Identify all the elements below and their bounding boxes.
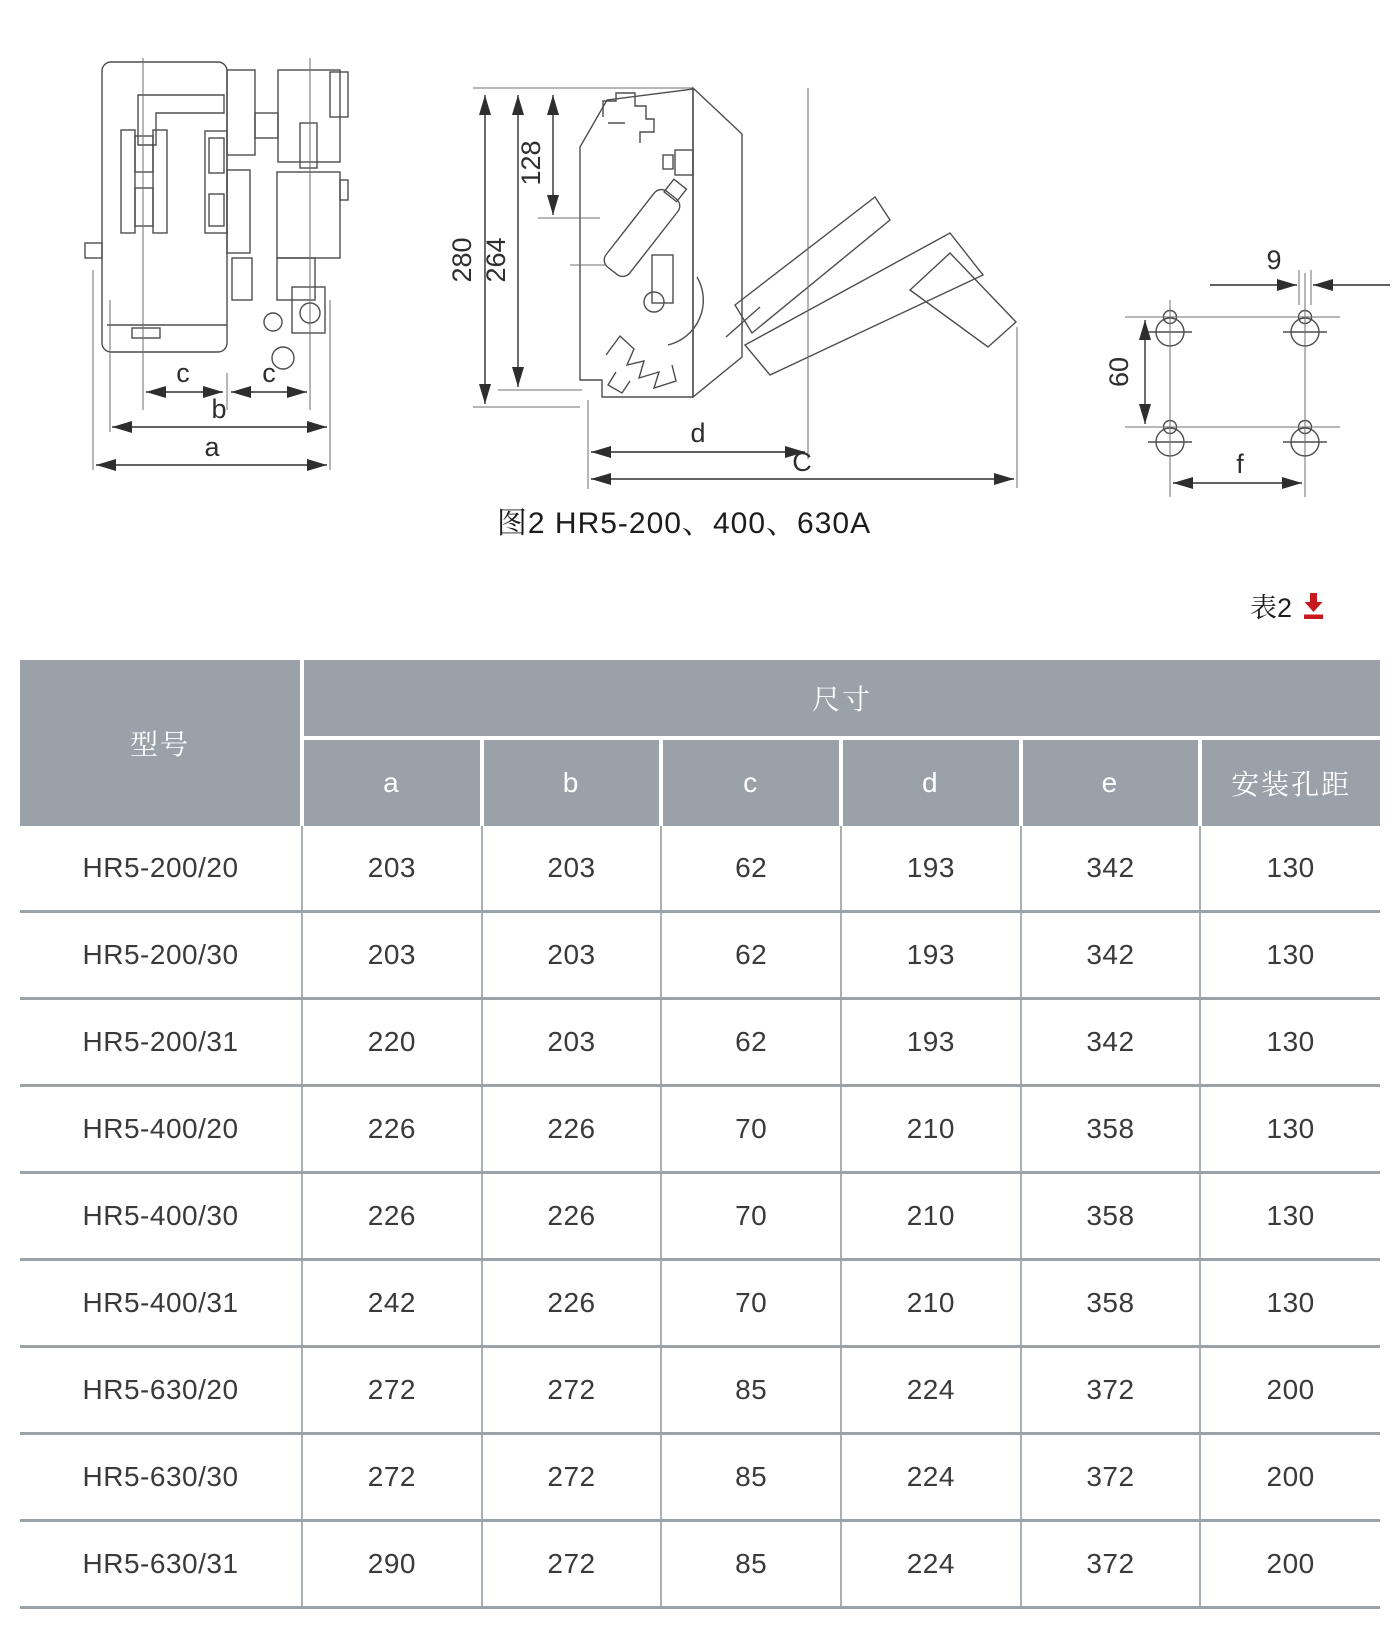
value-cell: 193 [841, 912, 1021, 999]
dim-label-280: 280 [447, 237, 477, 283]
value-cell: 226 [302, 1086, 482, 1173]
value-cell: 200 [1200, 1434, 1380, 1521]
value-cell: 62 [661, 912, 841, 999]
table-row [20, 999, 1380, 1086]
value-cell: 130 [1200, 1173, 1380, 1260]
value-cell: 210 [841, 1086, 1021, 1173]
value-cell: 224 [841, 1434, 1021, 1521]
value-cell: 210 [841, 1260, 1021, 1347]
dim-label-d: d [690, 418, 706, 448]
figure-caption: 图2 HR5-200、400、630A [496, 507, 872, 540]
col-header-e: e [1021, 738, 1201, 826]
col-header-c: c [661, 738, 841, 826]
dim-label-9: 9 [1266, 245, 1282, 275]
value-cell: 290 [302, 1521, 482, 1608]
value-cell: 62 [661, 999, 841, 1086]
col-header-b: b [482, 738, 662, 826]
value-cell: 70 [661, 1260, 841, 1347]
value-cell: 226 [482, 1260, 662, 1347]
value-cell: 193 [841, 999, 1021, 1086]
value-cell: 226 [302, 1173, 482, 1260]
model-cell: HR5-400/30 [20, 1173, 302, 1260]
model-cell: HR5-630/31 [20, 1521, 302, 1608]
value-cell: 272 [482, 1434, 662, 1521]
value-cell: 272 [302, 1434, 482, 1521]
value-cell: 203 [302, 912, 482, 999]
col-header-dimensions-group: 尺寸 [302, 660, 1380, 738]
value-cell: 342 [1021, 999, 1201, 1086]
value-cell: 342 [1021, 912, 1201, 999]
value-cell: 85 [661, 1521, 841, 1608]
value-cell: 203 [302, 826, 482, 912]
value-cell: 242 [302, 1260, 482, 1347]
value-cell: 224 [841, 1521, 1021, 1608]
value-cell: 200 [1200, 1347, 1380, 1434]
value-cell: 372 [1021, 1347, 1201, 1434]
model-cell: HR5-630/20 [20, 1347, 302, 1434]
table-row [20, 1173, 1380, 1260]
table-row [20, 1434, 1380, 1521]
value-cell: 358 [1021, 1086, 1201, 1173]
value-cell: 62 [661, 826, 841, 912]
mounting-holes-drawing [1050, 225, 1398, 510]
value-cell: 70 [661, 1173, 841, 1260]
value-cell: 70 [661, 1086, 841, 1173]
table-row [20, 1347, 1380, 1434]
dim-label-60: 60 [1104, 356, 1134, 388]
value-cell: 358 [1021, 1173, 1201, 1260]
table-row [20, 826, 1380, 912]
value-cell: 193 [841, 826, 1021, 912]
model-cell: HR5-630/30 [20, 1434, 302, 1521]
value-cell: 342 [1021, 826, 1201, 912]
dim-label-c1: c [176, 358, 190, 388]
dim-label-264: 264 [481, 237, 511, 283]
value-cell: 224 [841, 1347, 1021, 1434]
download-icon[interactable] [1302, 592, 1325, 619]
dim-label-b: b [211, 394, 227, 424]
table-label-row [20, 586, 1380, 625]
dim-label-c2: c [262, 358, 276, 388]
value-cell: 85 [661, 1347, 841, 1434]
table-row [20, 912, 1380, 999]
table-row [20, 1260, 1380, 1347]
table-label: 表2 [1249, 593, 1292, 623]
col-header-mounting-pitch: 安装孔距 [1200, 738, 1380, 826]
col-header-d: d [841, 738, 1021, 826]
value-cell: 220 [302, 999, 482, 1086]
model-cell: HR5-400/20 [20, 1086, 302, 1173]
value-cell: 372 [1021, 1434, 1201, 1521]
value-cell: 130 [1200, 999, 1380, 1086]
dim-label-f: f [1236, 449, 1244, 479]
dimensions-table [20, 660, 1380, 1609]
value-cell: 358 [1021, 1260, 1201, 1347]
col-header-model: 型号 [20, 660, 302, 826]
model-cell: HR5-200/30 [20, 912, 302, 999]
value-cell: 130 [1200, 912, 1380, 999]
dim-label-a: a [204, 432, 220, 462]
model-cell: HR5-400/31 [20, 1260, 302, 1347]
side-view-drawing [430, 55, 1030, 500]
header-row-group [20, 660, 1380, 738]
value-cell: 226 [482, 1173, 662, 1260]
value-cell: 130 [1200, 826, 1380, 912]
value-cell: 203 [482, 999, 662, 1086]
model-cell: HR5-200/31 [20, 999, 302, 1086]
col-header-a: a [302, 738, 482, 826]
value-cell: 372 [1021, 1521, 1201, 1608]
dim-label-128: 128 [516, 140, 546, 186]
model-cell: HR5-200/20 [20, 826, 302, 912]
value-cell: 203 [482, 826, 662, 912]
dim-label-C: C [792, 447, 812, 477]
value-cell: 272 [482, 1347, 662, 1434]
value-cell: 203 [482, 912, 662, 999]
value-cell: 226 [482, 1086, 662, 1173]
value-cell: 85 [661, 1434, 841, 1521]
value-cell: 272 [302, 1347, 482, 1434]
value-cell: 210 [841, 1173, 1021, 1260]
value-cell: 130 [1200, 1086, 1380, 1173]
front-view-drawing [55, 18, 355, 478]
table-row [20, 1086, 1380, 1173]
value-cell: 130 [1200, 1260, 1380, 1347]
value-cell: 272 [482, 1521, 662, 1608]
value-cell: 200 [1200, 1521, 1380, 1608]
table-row [20, 1521, 1380, 1608]
